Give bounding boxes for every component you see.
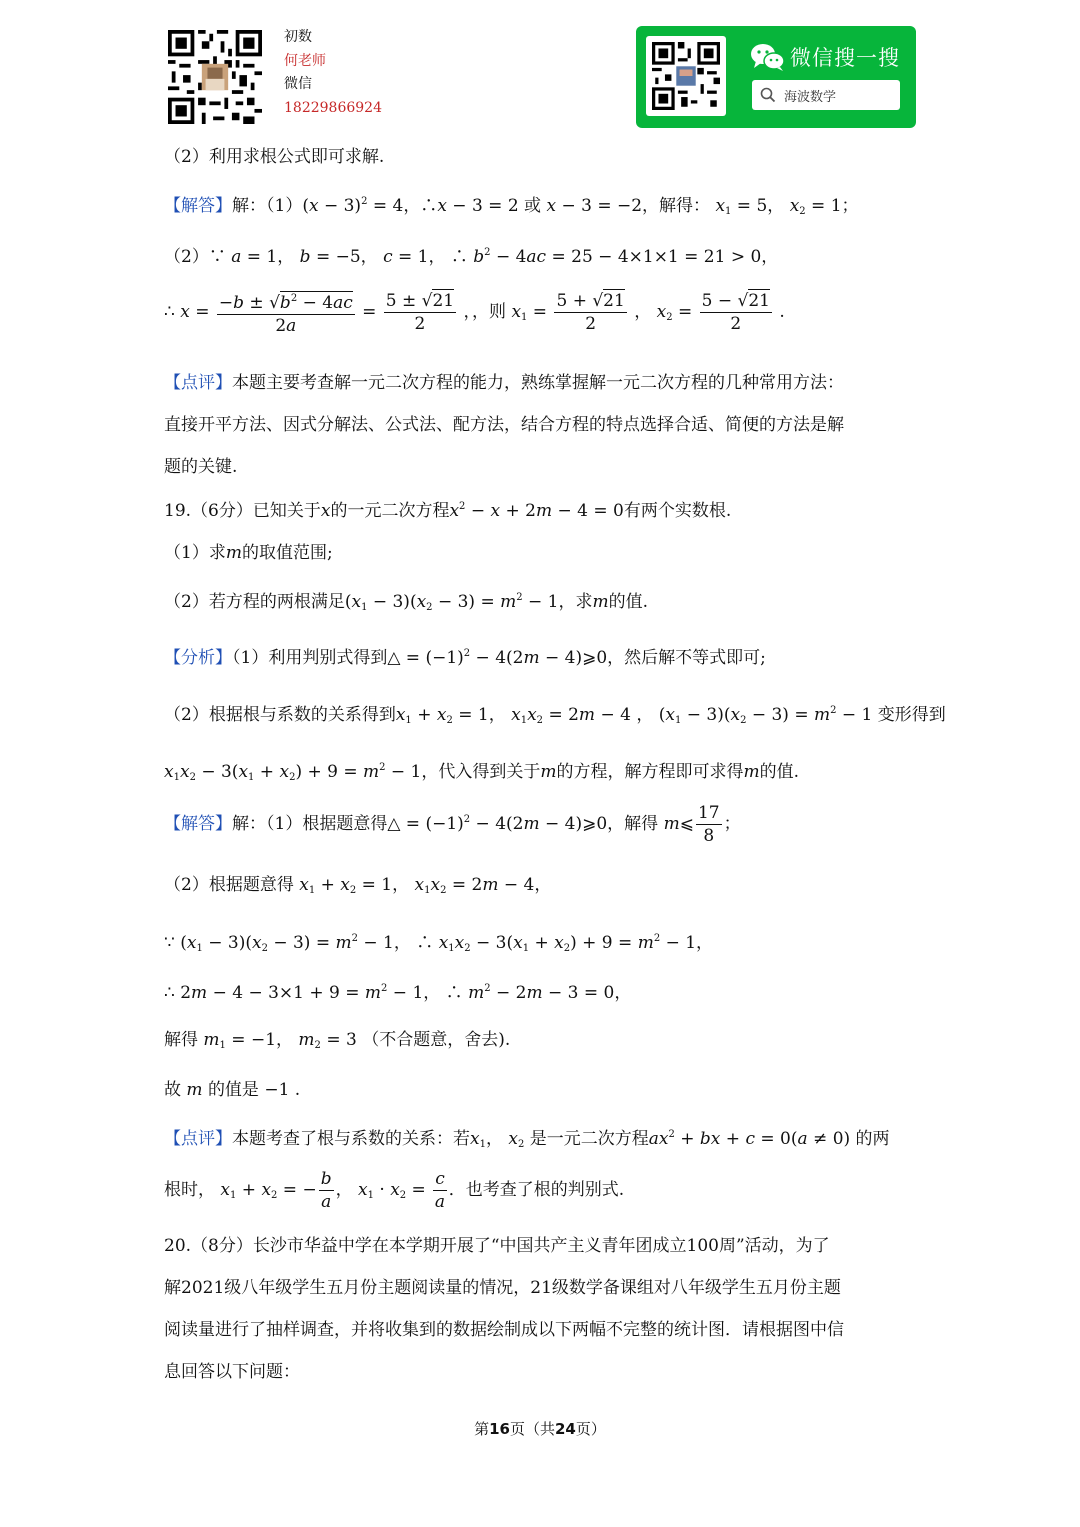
q18-answer-line3: ∴ x = $\frac{-b \pm √b^2 - 4ac}{2a}$ = $\frac{5 \pm √21}{2}$ ，，则 $x_1$ = $\frac{5 + √21}{2}$ ， $x_2$ = $\frac{5 - √21}{2}$ . [164,288,785,337]
q19-answer-line3: ∵ $(x_1 - 3)(x_2 - 3) = m^2 - 1$， ∴ $x_1x_2 - 3(x_1 + x_2) + 9 = m^2 - 1$， [164,933,714,954]
wechat-search-card[interactable] [636,26,916,128]
q19-answer-line1: 【解答】解：（1）根据题意得△ = $(-1)^2 - 4(2m$ − 4)⩾0，解得 m⩽ $\frac{17}{8}$ ； [164,803,741,846]
contact-info [284,26,382,120]
wechat-qr-code [646,36,726,116]
q18-review-line1: 【点评】本题主要考查解一元二次方程的能力，熟练掌握解一元二次方程的几种常用方法： [164,373,844,393]
page-number: 16 [489,1420,510,1438]
review-tag-2: 【点评】 [164,1129,232,1149]
q20-line1: 20.（8分）长沙市华益中学在本学期开展了“中国共产主义青年团成立100周”活动，为了 [164,1236,830,1256]
q19-analysis-line3: $x_1x_2 - 3(x_1 + x_2) + 9 = m^2 - 1$，代入得到关于m的方程，解方程即可求得m的值. [164,762,800,783]
page-total: 24 [555,1420,576,1438]
q19-analysis-line1: 【分析】（1）利用判别式得到△ = $(-1)^2 - 4(2m$ − 4)⩾0，然后解不等式即可; [164,648,766,668]
q19-review-line1: 【点评】本题考查了根与系数的关系：若$x_1$， $x_2$ 是一元二次方程$ax^2$ + bx + c = 0(a ≠ 0) 的两 [164,1129,890,1150]
answer-tag: 【解答】 [164,196,232,216]
q18-analysis-line2: （2）利用求根公式即可求解. [164,147,385,167]
contact-line-wechat: 微信 [284,76,312,92]
q19-answer-line5: 解得 $m_1 = -1$， $m_2 = 3$ （不合题意，舍去). [164,1030,511,1051]
answer-tag-2: 【解答】 [164,814,232,834]
q19-part1: （1）求m的取值范围; [164,543,333,563]
page-footer: 第16页（共24页） [474,1420,606,1438]
contact-line-teacher: 何老师 [284,52,326,69]
q19-part2: （2）若方程的两根满足$(x_1 - 3)(x_2 - 3) = m^2 - 1$，求m的值. [164,592,649,613]
q19-answer-line4: ∴ $2m - 4 - 3\times 1 + 9 = m^2 - 1$， ∴ $m^2 - 2m - 3 = 0$， [164,983,632,1003]
q18-review-line2: 直接开平方法、因式分解法、公式法、配方法，结合方程的特点选择合适、简便的方法是解 [164,415,844,435]
q20-line2: 解2021级八年级学生五月份主题阅读量的情况，21级数学备课组对八年级学生五月份主题 [164,1278,841,1298]
q20-line3: 阅读量进行了抽样调查，并将收集到的数据绘制成以下两幅不完整的统计图．请根据图中信 [164,1320,844,1340]
analysis-tag: 【分析】 [164,648,232,668]
q18-review-line3: 题的关键. [164,457,238,477]
qr-code-image [168,30,262,124]
wechat-search-box[interactable] [752,80,900,110]
q19-review-line2: 根时， $x_1 + x_2$ = − $\frac{b}{a}$ ， $x_1 \cdot x_2$ = $\frac{c}{a}$ ．也考查了根的判别式. [164,1169,625,1212]
q19-analysis-line2: （2）根据根与系数的关系得到$x_1 + x_2 = 1$， $x_1x_2 = 2m - 4$ ， $(x_1 - 3)(x_2 - 3) = m^2 - 1$ 变形得到 [164,705,946,726]
q20-line4: 息回答以下问题： [164,1362,300,1382]
wechat-logo-icon [750,42,786,72]
q18-answer-line1: 【解答】解：$(1)(x - 3)^2 = 4$，∴x − 3 = 2 或 x − 3 = −2，解得： $x_1 = 5$， $x_2 = 1$； [164,196,859,217]
contact-line-phone: 18229866924 [284,99,382,116]
q19-answer-line2: （2）根据题意得 $x_1 + x_2 = 1$， $x_1x_2 = 2m - 4$， [164,875,552,896]
wechat-card-title: 微信搜一搜 [790,46,900,70]
q19-question: 19.（6分）已知关于x的一元二次方程$x^2 - x + 2m - 4 = 0$有两个实数根. [164,501,732,521]
search-icon [760,87,776,103]
q18-answer-line2: （2）∵ a = 1， b = −5， c = 1， ∴ $b^2 - 4ac = 25 - 4\times 1\times 1 = 21 > 0$， [164,247,779,267]
contact-line-subject: 初数 [284,29,312,45]
review-tag: 【点评】 [164,373,232,393]
q19-answer-line6: 故 m 的值是 −1 . [164,1080,301,1100]
wechat-search-text: 海波数学 [784,90,837,105]
